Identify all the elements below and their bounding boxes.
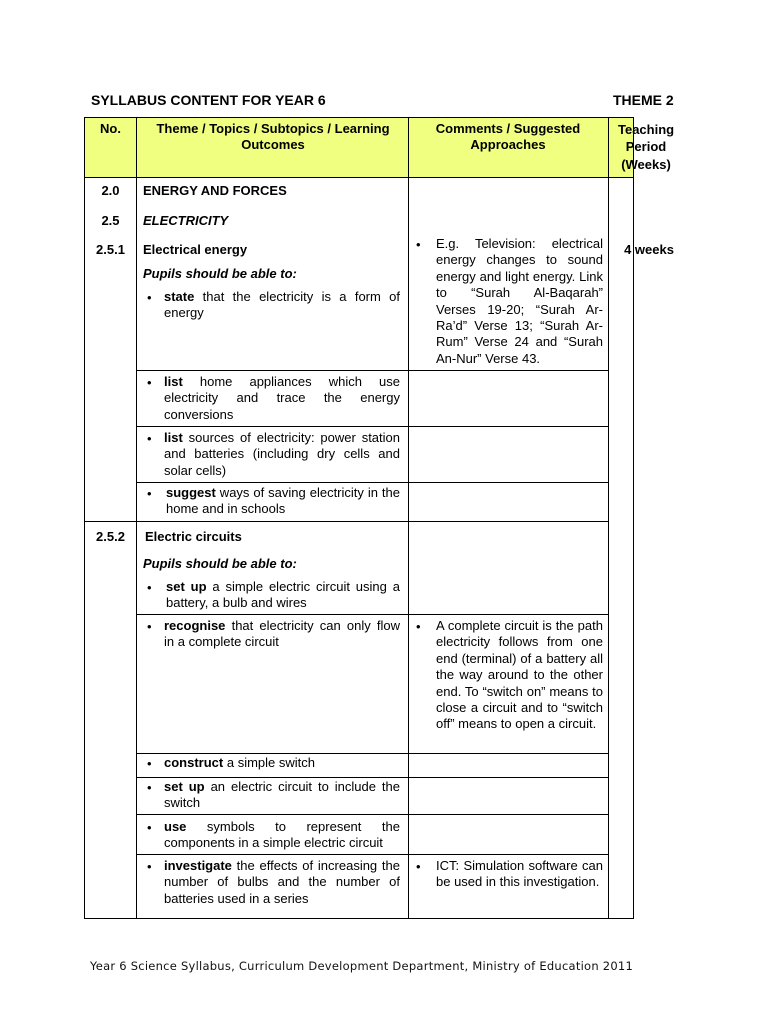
learning-outcome: state that the electricity is a form of energy	[164, 289, 400, 321]
comment-text: E.g. Television: electrical energy changes to sound energy and light energy. Link to “Surah Al-Baqarah” Verses 19-20; “Surah Ar-Ra’d” Verse 13; “Surah Ar-Rum” Verse 24 and “Surah An-Nur” Verse 43.	[436, 236, 603, 366]
learning-outcomes-intro: Pupils should be able to:	[143, 556, 297, 571]
learning-outcome: investigate the effects of increasing the number of bulbs and the number of batteries used in a series	[164, 858, 400, 906]
bullet-point: •	[416, 859, 421, 874]
row-divider	[136, 854, 608, 855]
theme-label: THEME 2	[613, 92, 674, 108]
topic-title: ELECTRICITY	[143, 213, 229, 228]
row-divider	[136, 814, 608, 815]
row-divider	[136, 482, 608, 483]
learning-outcome: construct a simple switch	[164, 755, 315, 770]
learning-outcome: list home appliances which use electricity and trace the energy conversions	[164, 374, 400, 422]
header-topics: Theme / Topics / Subtopics / Learning Outcomes	[156, 121, 390, 153]
bullet-point: •	[147, 859, 152, 874]
bullet-point: •	[147, 756, 152, 771]
row-divider	[136, 777, 608, 778]
row-divider	[136, 426, 608, 427]
page-title: SYLLABUS CONTENT FOR YEAR 6	[91, 92, 326, 108]
topic-number: 2.5	[101, 213, 120, 228]
subtopic-number: 2.5.1	[96, 242, 125, 257]
bullet-point: •	[147, 431, 152, 446]
page-footer: Year 6 Science Syllabus, Curriculum Development Department, Ministry of Education 2011	[90, 959, 634, 973]
comment-text: ICT: Simulation software can be used in this investigation.	[436, 858, 603, 890]
bullet-point: •	[147, 820, 152, 835]
header-teaching-period	[609, 121, 683, 173]
learning-outcome: recognise that electricity can only flow in a complete circuit	[164, 618, 400, 650]
row-divider	[136, 753, 608, 754]
subtopic-title: Electrical energy	[143, 242, 248, 257]
section-title: ENERGY AND FORCES	[143, 183, 287, 198]
learning-outcome: use symbols to represent the components in a simple electric circuit	[164, 819, 400, 851]
row-divider	[136, 370, 608, 371]
column-divider	[136, 117, 137, 919]
header-weeks-label: (Weeks)	[621, 156, 671, 172]
bullet-point: •	[416, 619, 421, 634]
bullet-point: •	[147, 375, 152, 390]
learning-outcome: set up an electric circuit to include the switch	[164, 779, 400, 811]
subtopic-number: 2.5.2	[96, 529, 125, 544]
header-no: No.	[100, 121, 121, 136]
bullet-point: •	[416, 237, 421, 252]
border-top	[84, 117, 634, 118]
bullet-point: •	[147, 580, 152, 595]
subtopic-title: Electric circuits	[145, 529, 242, 544]
header-period-label: Teaching Period	[618, 122, 675, 155]
header-comments: Comments / Suggested Approaches	[435, 121, 581, 153]
comment-text: A complete circuit is the path electricity follows from one end (terminal) of a battery all the way around to the other end. To “switch on” means to close a circuit and to “switch off” means to open a circuit.	[436, 618, 603, 732]
column-divider	[608, 117, 609, 919]
section-number: 2.0	[101, 183, 120, 198]
border-left	[84, 117, 85, 919]
header-divider	[84, 177, 634, 178]
teaching-period-value: 4 weeks	[624, 242, 674, 257]
bullet-point: •	[147, 290, 152, 305]
row-divider	[84, 521, 608, 522]
row-divider	[136, 614, 608, 615]
bullet-point: •	[147, 780, 152, 795]
bullet-point: •	[147, 486, 152, 501]
learning-outcome: set up a simple electric circuit using a battery, a bulb and wires	[166, 579, 400, 611]
learning-outcome: list sources of electricity: power station and batteries (including dry cells and solar cells)	[164, 430, 400, 478]
learning-outcomes-intro: Pupils should be able to:	[143, 266, 297, 281]
border-right	[633, 117, 634, 919]
border-bottom	[84, 918, 634, 919]
column-divider	[408, 117, 409, 919]
learning-outcome: suggest ways of saving electricity in the home and in schools	[166, 485, 400, 517]
bullet-point: •	[147, 619, 152, 634]
